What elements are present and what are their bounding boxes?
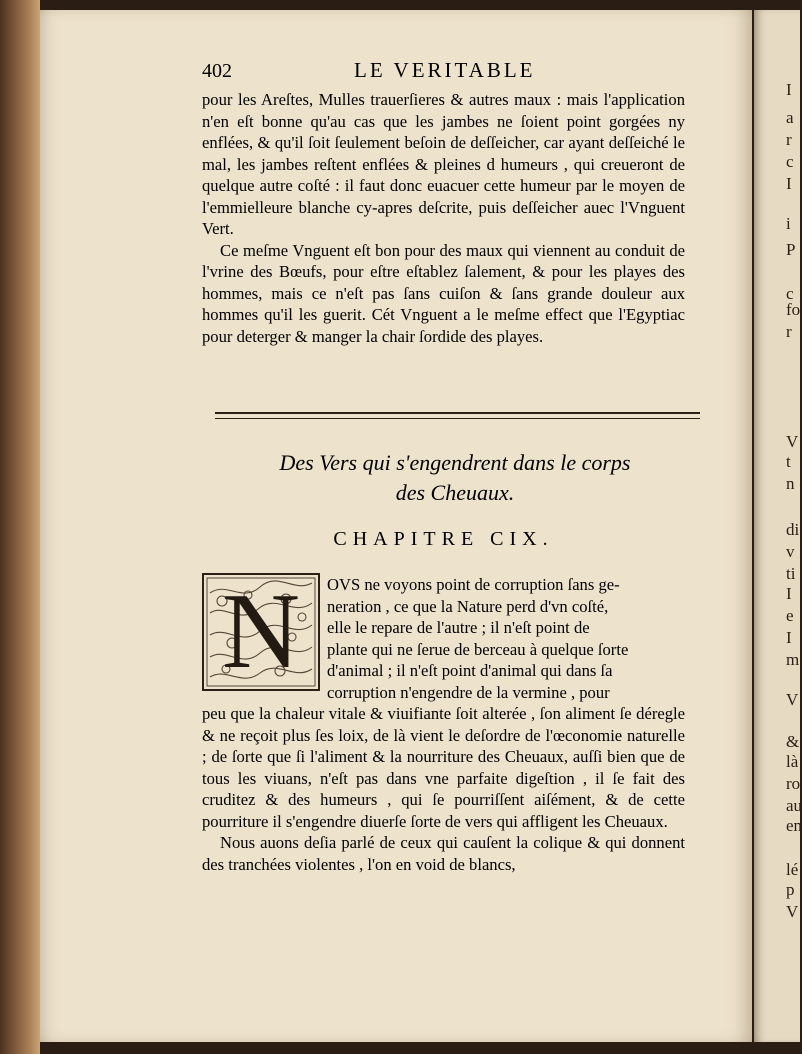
facing-page-fragment: p xyxy=(786,880,795,899)
page-number: 402 xyxy=(202,60,232,82)
facing-page-fragment: e xyxy=(786,606,794,625)
chapter-body-block xyxy=(202,703,685,875)
facing-page-fragment: i xyxy=(786,214,791,233)
page-header xyxy=(202,60,672,88)
facing-page-fragment: ti xyxy=(786,564,796,583)
chapter-opening-line: OVS ne voyons point de corruption ſans ge- xyxy=(327,575,620,594)
facing-page-fragment: & xyxy=(786,732,800,751)
chapter-title-line2: des Cheuaux. xyxy=(395,480,515,505)
facing-page-fragment: I xyxy=(786,584,792,603)
section-divider xyxy=(215,412,700,419)
facing-page-fragment: V xyxy=(786,432,799,451)
running-title: LE VERITABLE xyxy=(354,58,536,82)
chapter-title-line1: Des Vers qui s'engendrent dans le corps xyxy=(279,450,631,475)
facing-page-fragment: a xyxy=(786,108,794,127)
facing-page-fragment: en xyxy=(786,816,802,835)
facing-page-fragment: r xyxy=(786,322,792,341)
chapter-opening-line: neration , ce que la Nature perd d'vn coſté, xyxy=(327,596,609,616)
chapter-opening-lines xyxy=(327,574,685,703)
facing-page-fragment: m xyxy=(786,650,800,669)
chapter-opening-line: corruption n'engendre de la vermine , pour xyxy=(327,682,610,702)
chapter-opening-line: plante qui ne ſerue de berceau à quelque ſorte xyxy=(327,639,629,659)
facing-page-fragment: P xyxy=(786,240,796,259)
next-page-edge xyxy=(754,10,800,1042)
chapter-opening-line: elle le repare de l'autre ; il n'eſt point de xyxy=(327,618,590,637)
facing-page-fragment: fo xyxy=(786,300,801,319)
chapter-number: CHAPITRE CIX. xyxy=(333,528,554,550)
facing-page-fragment: t xyxy=(786,452,791,471)
facing-page-fragment: là xyxy=(786,752,799,771)
chapter-title xyxy=(225,448,685,508)
facing-page-fragment: di xyxy=(786,520,800,539)
book-edge xyxy=(0,0,40,1054)
facing-page-fragment: au xyxy=(786,796,802,815)
facing-page-fragment: I xyxy=(786,628,792,647)
chapter-opening-line: d'animal ; il n'eſt point d'animal qui dans ſa xyxy=(327,661,613,680)
ornamental-initial xyxy=(202,573,320,691)
facing-page-fragment: v xyxy=(786,542,795,561)
chapter-last-paragraph: Nous auons deſia parlé de ceux qui cauſent la colique & qui donnent des tranchées violentes , l'on en void de blancs, xyxy=(202,833,685,874)
paragraph-continued: pour les Areſtes, Mulles trauerſieres & autres maux : mais l'application n'en eſt bonne qu'au cas que les jambes ne ſoient point gorgées ny enflées, & qu'il ſoit ſeulement beſoin de deſſeicher, car ayant deſſeiché le mal, les jambes reſtent enflées & pleines d humeurs , qui creueront de quelque autre coſté : il faut donc euacuer cette humeur par le moyen de l'emmielleure blanche cy-apres deſcrite, puis deſſeicher auec l'Vnguent Vert. xyxy=(202,90,685,238)
facing-page-fragment: r xyxy=(786,130,792,149)
facing-page-fragment: I xyxy=(786,174,792,193)
facing-page-fragment: V xyxy=(786,902,799,921)
paragraph-unguent: Ce meſme Vnguent eſt bon pour des maux qui viennent au conduit de l'vrine des Bœufs, pour eſtre eſtablez ſalement, & pour les playes des hommes, mais ce n'eſt pas ſans cuiſon & ſans grande douleur aux hommes qu'il les guerit. Cét Vnguent a le meſme effect que l'Egyptiac pour deterger & manger la chair ſordide des playes. xyxy=(202,240,685,346)
facing-page-fragment: n xyxy=(786,474,795,493)
facing-page-fragment: I xyxy=(786,80,792,99)
top-text-block xyxy=(202,89,685,347)
facing-page-fragment: lé xyxy=(786,860,799,879)
chapter-body-paragraph: peu que la chaleur vitale & viuifiante ſoit alterée , ſon aliment ſe déregle & ne reçoit plus ſes loix, de là vient le deſordre de l'œconomie naturelle ; de ſorte que ſi l'aliment & la nourriture des Cheuaux, auſſi bien que de tous les viuans, n'eſt pas dans vne parfaite digeſtion , il ſe fait des cruditez & des humeurs , qui ſe pourriſſent aiſément, & de cette pourriture il s'engendre diuerſe ſorte de vers qui affligent les Cheuaux. xyxy=(202,704,685,831)
facing-page-fragment: c xyxy=(786,152,794,171)
drop-cap-letter: N xyxy=(222,572,300,691)
facing-page-fragment: c xyxy=(786,284,794,303)
facing-page-fragment: ro xyxy=(786,774,801,793)
facing-page-fragment: V xyxy=(786,690,799,709)
